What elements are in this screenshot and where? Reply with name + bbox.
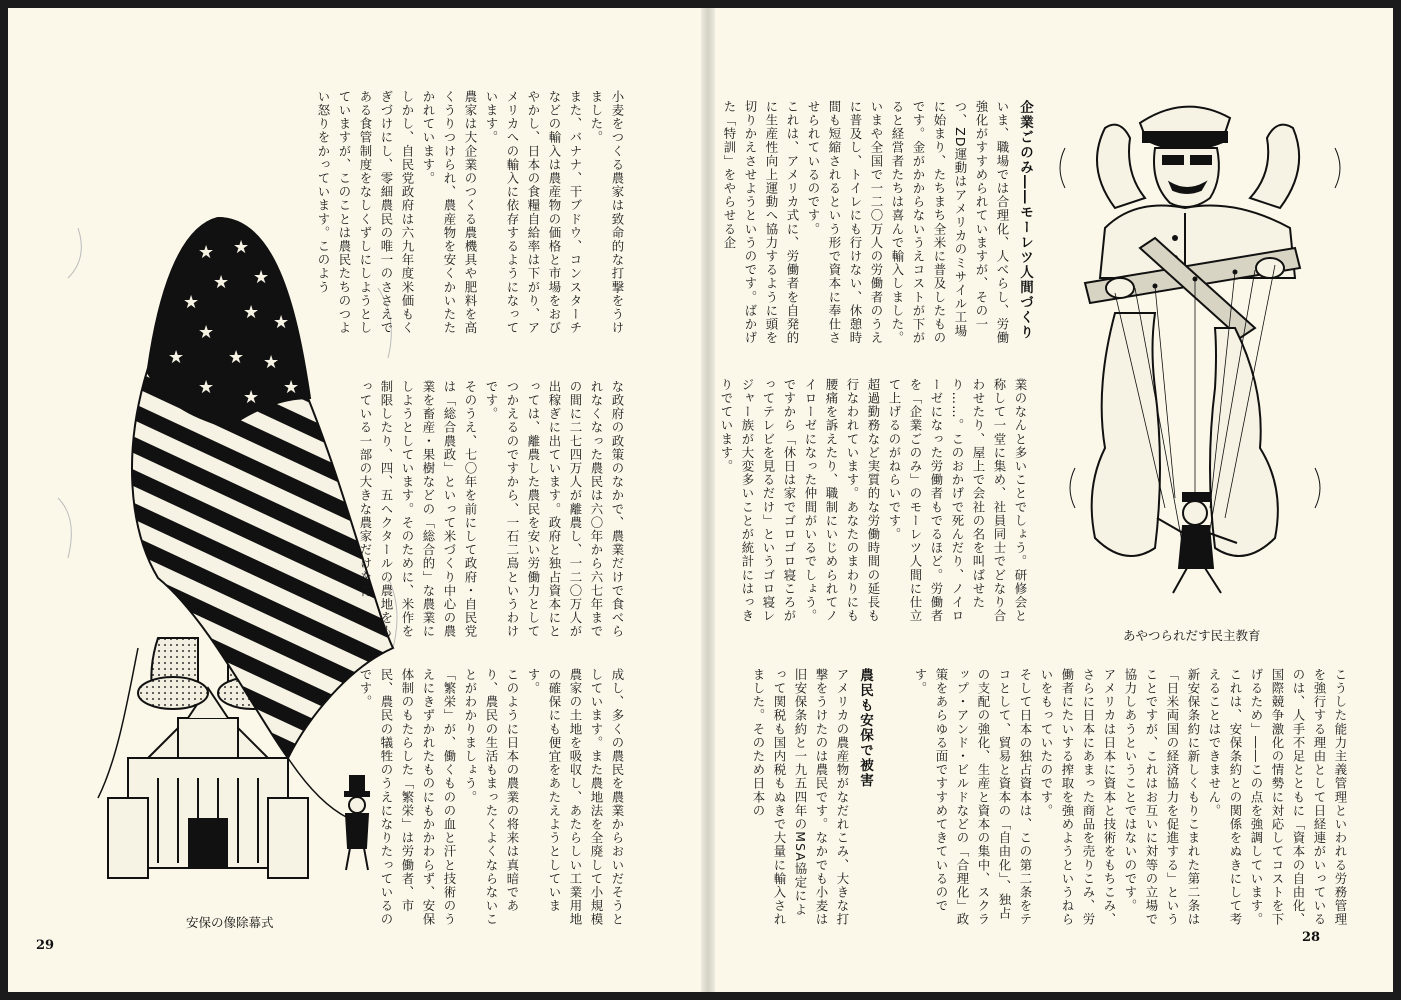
svg-text:★: ★: [198, 377, 215, 398]
spine-gutter: [701, 8, 715, 992]
right-text-block-3: アメリカの農産物がなだれこみ、大きな打撃をうけたのは農民です。なかでも小麦は旧安保条約と一九五四年のMSA協定によって関税も国内税もぬきで大量に輸入されました。そのため日本の: [751, 668, 850, 927]
right-text-block-2: 業のなんと多いことでしょう。研修会と称して一堂に集め、社員同士でどなり合わせたり、屋上で会社の名を叫ばせたり……。このおかげで死んだり、ノイローゼになった労働者もでるほど。労働者を「企業ごのみ」のモーレツ人間に仕立て上げるのがねらいです。 超過勤務など実質的な労働時間の延長も行なわれています。あなたのまわりにも腰痛を訴えたり、職制にいじめられてノイローゼになった仲間がいるでしょう。ですから「休日は家でゴロゴロ寝ころがってテレビを見るだけ」というゴロ寝レジャー族が大変多いことが統計にはっきりでています。: [719, 378, 1028, 623]
right-illustration-caption: あやつられだす民主教育: [1123, 628, 1261, 643]
right-page: [715, 8, 1393, 992]
section-heading-corporate: 企業ごのみ――モーレツ人間づくり: [1017, 100, 1033, 340]
page-number-left: 29: [36, 938, 55, 953]
svg-text:★: ★: [183, 292, 200, 313]
magazine-spread: [8, 8, 1393, 992]
right-text-block-1: いま、職場では合理化、人べらし、労働強化がすすめられていますが、その一つ、ZD運動はアメリカのミサイル工場に始まり、たちまち全米に普及したものです。金がかからないうえコストが下がると経営者たちは喜んで輸入しました。いまや全国で一二〇万人の労働者のうえに普及し、トイレにも行けない、休憩時間も短縮されるという形で資本に奉仕させられているのです。 これは、アメリカ式に、労働者を自発的に生産性向上運動へ協力するように頭を切りかえさせようというのです。ばかげた「特訓」をやらせる企: [722, 100, 1010, 345]
section-heading-farmers: 農民も安保で被害: [857, 668, 873, 788]
left-page: [8, 8, 701, 992]
puppet-master-illustration: [1045, 88, 1355, 628]
right-text-block-4: こうした能力主義管理といわれる労務管理を強行する理由として日経連がいっているのは、人手不足とともに「資本の自由化、国際競争激化の情勢に対応してコストを下げるため」――この点を強調しています。 これは、安保条約との関係をぬきにして考えることはできません。 新安保条約に新しくもりこまれた第二条は「日米両国の経済協力を促進する」ということですが、これはお互いに対等の立場で協力しあうということではないのです。 アメリカは日本に資本と技術をもちこみ、さらに日本にあまった商品を売りこみ、労働者にたいする搾取を強めようというねらいをもっていたのです。 そして日本の独占資本は、この第二条をテコとして、貿易と資本の「自由化」、独占の支配の強化、生産と資本の集中、スクラップ・アンド・ビルドなどの「合理化」政策をあらゆる面ですすめてきているのです。: [913, 668, 1348, 927]
svg-text:★: ★: [243, 302, 260, 323]
svg-text:★: ★: [233, 237, 250, 258]
svg-text:★: ★: [198, 322, 215, 343]
officer-puppeteer-drawing: [1045, 88, 1355, 628]
left-text-block-2: な政府の政策のなかで、農業だけで食べられなくなった農民は六〇年から六七年までの間に二七四万人が離農し、一二〇万人が出稼ぎに出ています。政府と独占資本にとっては、離農した農民を安い労働力としてつかえるのですから、一石二鳥というわけです。 そのうえ、七〇年を前にして政府・自民党は「総合農政」といって米づくり中心の農業を畜産・果樹などの「総合的」な農業にしようとしています。そのために、米作を制限したり、四、五ヘクタールの農地をもっている一部の大きな農家だけを育: [358, 380, 625, 639]
svg-text:★: ★: [273, 312, 290, 333]
left-illustration-caption: 安保の像除幕式: [186, 915, 274, 930]
svg-text:★: ★: [263, 352, 280, 373]
svg-text:★: ★: [228, 347, 245, 368]
svg-text:★: ★: [253, 267, 270, 288]
left-text-block-1: 小麦をつくる農家は致命的な打撃をうけました。 また、バナナ、干ブドウ、コンスターチなどの輸入は農産物の価格と市場をおびやかし、日本の食糧自給率は下がり、アメリカへの輸入に依存するようになっています。 農家は大企業のつくる農機具や肥料を高くうりつけられ、農産物を安くかいたたかれています。 しかし、自民党政府は六九年度米価もくぎづけにし、零細農民の唯一のささえである食管制度をなしくずしにしようとしていますが、このことは農民たちのつよい怒りをかっています。このよう: [316, 90, 625, 335]
svg-text:★: ★: [198, 242, 215, 263]
svg-text:★: ★: [283, 377, 300, 398]
svg-text:★: ★: [243, 387, 260, 408]
page-number-right: 28: [1302, 930, 1321, 945]
svg-text:★: ★: [213, 272, 230, 293]
svg-text:★: ★: [168, 347, 185, 368]
left-text-block-3: 成し、多くの農民を農業からおいだそうとしています。また農地法を全廃して小規模農家の土地を吸収し、あたらしい工業用地の確保にも便宜をあたえようとしています。 このように日本の農業の将来は真暗であり、農民の生活もまったくよくならないことがわかりましょう。 「繁栄」が、働くものの血と汗と技術のうえにきずかれたものにもかかわらず、安保体制のもたらした「繁栄」は労働者、市民、農民の犠牲のうえになりたっているのです。: [358, 668, 625, 927]
